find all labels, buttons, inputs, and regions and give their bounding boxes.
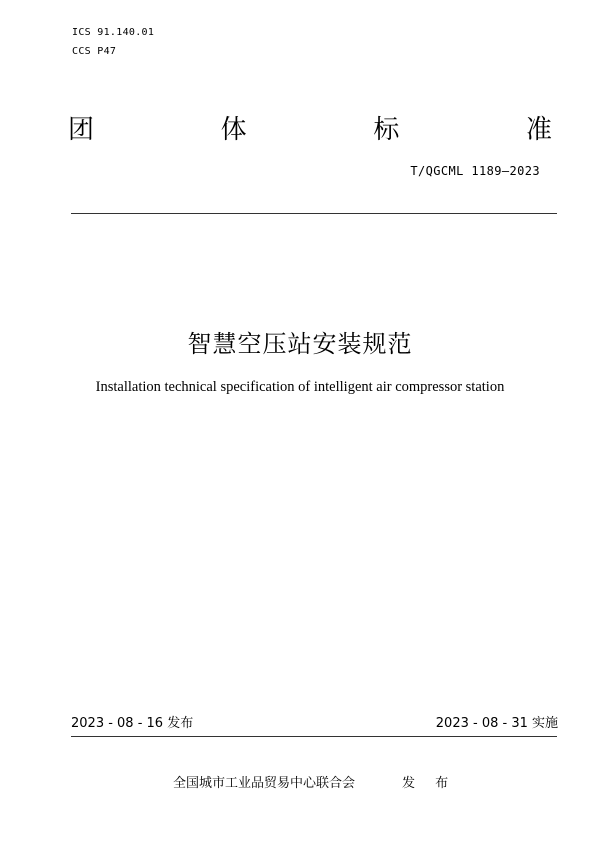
standard-type-char: 体 — [220, 115, 247, 145]
publish-label: 发 布 — [402, 776, 457, 791]
standard-number: T/QGCML 1189—2023 — [410, 164, 540, 178]
standard-type-heading — [68, 112, 552, 148]
ccs-code: CCS P47 — [72, 46, 117, 57]
ics-code: ICS 91.140.01 — [72, 27, 155, 38]
footer-divider — [71, 736, 557, 737]
publisher-name: 全国城市工业品贸易中心联合会 — [173, 776, 356, 791]
english-title: Installation technical specification of intelligent air compressor station — [95, 379, 505, 395]
standard-type-char: 准 — [525, 115, 552, 145]
standard-type-char: 团 — [68, 115, 95, 145]
chinese-title: 智慧空压站安装规范 — [187, 330, 413, 358]
implementation-date: 2023 - 08 - 31 实施 — [435, 716, 558, 731]
header-divider — [71, 213, 557, 214]
standard-type-char: 标 — [373, 115, 400, 145]
issue-date: 2023 - 08 - 16 发布 — [71, 716, 194, 731]
